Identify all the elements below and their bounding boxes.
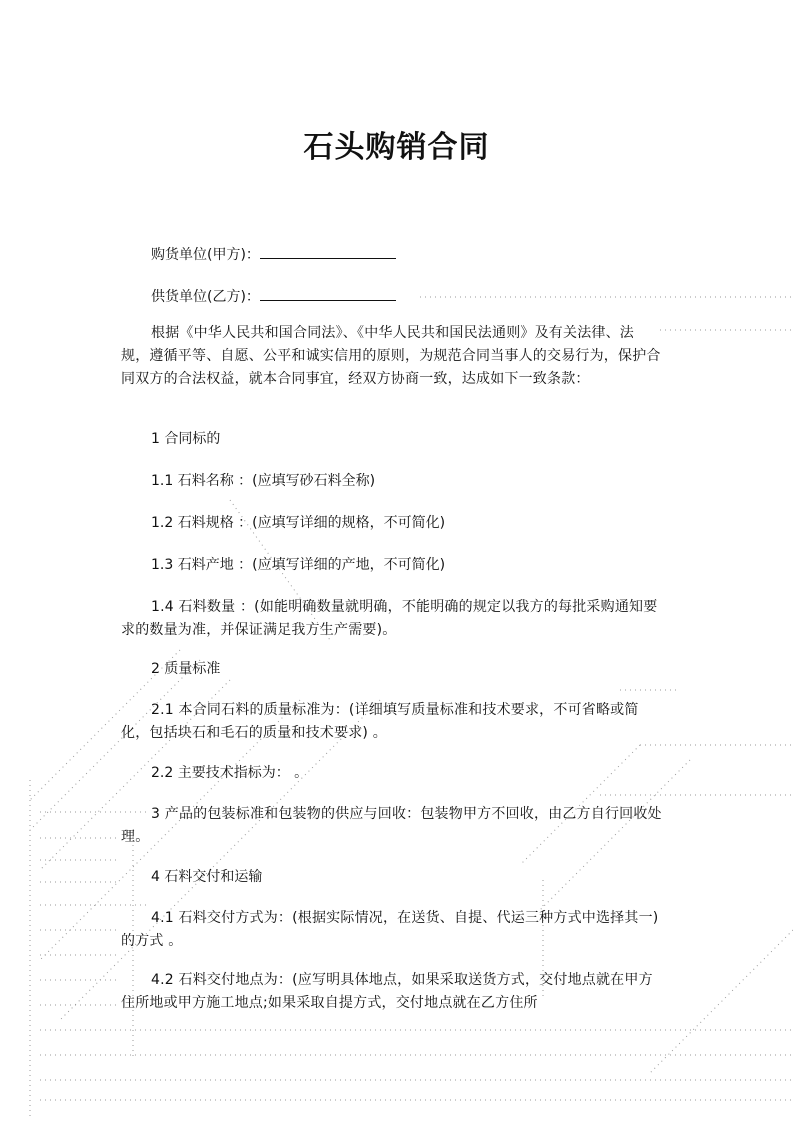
buyer-blank-line (260, 243, 396, 259)
clause-1-2: 1.2 石料规格 ：(应填写详细的规格，不可简化) (151, 515, 446, 531)
clause-1-3: 1.3 石料产地 ：(应填写详细的产地，不可简化) (151, 557, 446, 573)
seller-label: 供货单位(乙方)： (151, 289, 260, 305)
seller-blank-line (260, 285, 396, 301)
clause-4-1: 4.1 石料交付方式为：(根据实际情况，在送货、自提、代运三种方式中选择其一)的方式 。 (121, 910, 659, 949)
clause-1-4: 1.4 石料数量 ：(如能明确数量就明确，不能明确的规定以我方的每批采购通知要求的数量为准，并保证满足我方生产需要)。 (121, 599, 658, 638)
buyer-field (151, 243, 396, 265)
clause-1-1: 1.1 石料名称 ：(应填写砂石料全称) (151, 473, 376, 489)
clause-2-1: 2.1 本合同石料的质量标准为：(详细填写质量标准和技术要求，不可省略或简化，包括块石和毛石的质量和技术要求) 。 (121, 702, 639, 741)
document-title: 石头购销合同 (303, 130, 490, 165)
intro-paragraph: 根据《中华人民共和国合同法》、《中华人民共和国民法通则》及有关法律、法规，遵循平等、自愿、公平和诚实信用的原则，为规范合同当事人的交易行为，保护合同双方的合法权益，就本合同事宜，经双方协商一致，达成如下一致条款： (121, 325, 661, 387)
section-1-heading: 1 合同标的 (151, 431, 221, 447)
seller-field (151, 285, 396, 307)
section-4-heading: 4 石料交付和运输 (151, 869, 263, 885)
buyer-label: 购货单位(甲方)： (151, 247, 260, 263)
clause-2-2: 2.2 主要技术指标为： 。 (151, 765, 309, 781)
section-2-heading: 2 质量标准 (151, 661, 221, 677)
section-3-paragraph: 3 产品的包装标准和包装物的供应与回收：包装物甲方不回收，由乙方自行回收处理。 (121, 806, 662, 845)
clause-4-2: 4.2 石料交付地点为：(应写明具体地点，如果采取送货方式，交付地点就在甲方住所地或甲方施工地点;如果采取自提方式，交付地点就在乙方住所 (121, 972, 653, 1011)
